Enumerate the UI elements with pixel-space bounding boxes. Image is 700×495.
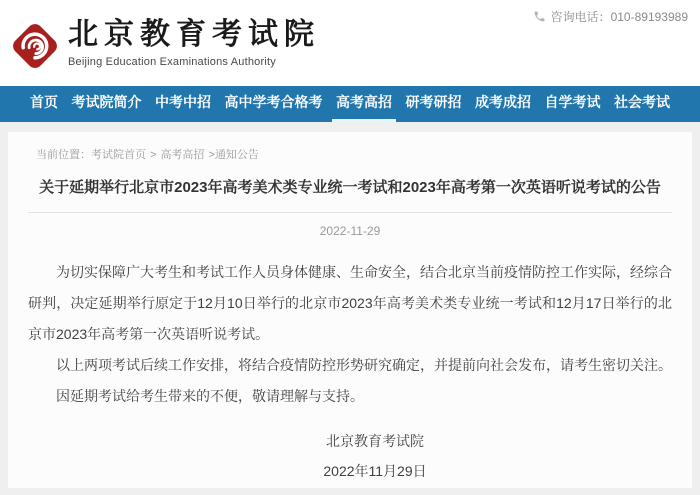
nav-item-about[interactable]: 考试院简介 [71, 94, 142, 110]
main-nav [0, 86, 700, 122]
article-paragraph: 为切实保障广大考生和考试工作人员身体健康、生命安全，结合北京当前疫情防控工作实际，经综合研判，决定延期举行原定于12月10日举行的北京市2023年高考美术类专业统一考试和12月17日举行的北京市2023年高考第一次英语听说考试。 [28, 264, 672, 342]
article-body [28, 257, 672, 412]
breadcrumb-separator: > [150, 149, 157, 161]
signature-date: 2022年11月29日 [323, 463, 427, 479]
breadcrumb [28, 132, 672, 162]
signature-org: 北京教育考试院 [326, 433, 424, 449]
brand[interactable] [8, 16, 320, 74]
nav-item-chengkao[interactable]: 成考成招 [475, 94, 531, 110]
breadcrumb-label: 当前位置： [36, 149, 91, 161]
breadcrumb-section[interactable]: 高考高招 [160, 149, 205, 161]
site-title-en: Beijing Education Examinations Authority [68, 56, 276, 68]
article-signature [53, 426, 697, 486]
nav-item-zixue[interactable]: 自学考试 [544, 94, 601, 110]
phone-icon [533, 10, 546, 23]
main-area [0, 122, 700, 488]
consult-phone [533, 8, 688, 25]
site-title-cn: 北京教育考试院 [68, 17, 320, 52]
brand-text [68, 16, 320, 68]
nav-item-home[interactable]: 首页 [30, 94, 58, 110]
nav-item-gaozhong-xuekao[interactable]: 高中学考合格考 [224, 94, 323, 110]
breadcrumb-home[interactable]: 考试院首页 [91, 149, 146, 161]
breadcrumb-page[interactable]: 通知公告 [214, 149, 259, 161]
beijing-eea-logo-icon [8, 18, 62, 74]
site-header [0, 0, 700, 86]
nav-item-shehui[interactable]: 社会考试 [614, 94, 670, 110]
article-paragraph: 因延期考试给考生带来的不便，敬请理解与支持。 [56, 388, 364, 404]
content-panel [8, 132, 692, 488]
article-publish-date: 2022-11-29 [319, 224, 381, 238]
article-paragraph: 以上两项考试后续工作安排，将结合疫情防控形势研究确定，并提前向社会发布，请考生密切关注。 [56, 357, 672, 373]
article-title: 关于延期举行北京市2023年高考美术类专业统一考试和2023年高考第一次英语听说考试的公告 [28, 176, 672, 213]
phone-number-label: 咨询电话：010-89193989 [550, 10, 688, 24]
nav-item-zhongkao[interactable]: 中考中招 [155, 94, 211, 110]
nav-item-yankao[interactable]: 研考研招 [405, 94, 462, 110]
breadcrumb-separator: > [208, 149, 215, 161]
nav-item-gaokao[interactable]: 高考高招 [332, 86, 396, 122]
